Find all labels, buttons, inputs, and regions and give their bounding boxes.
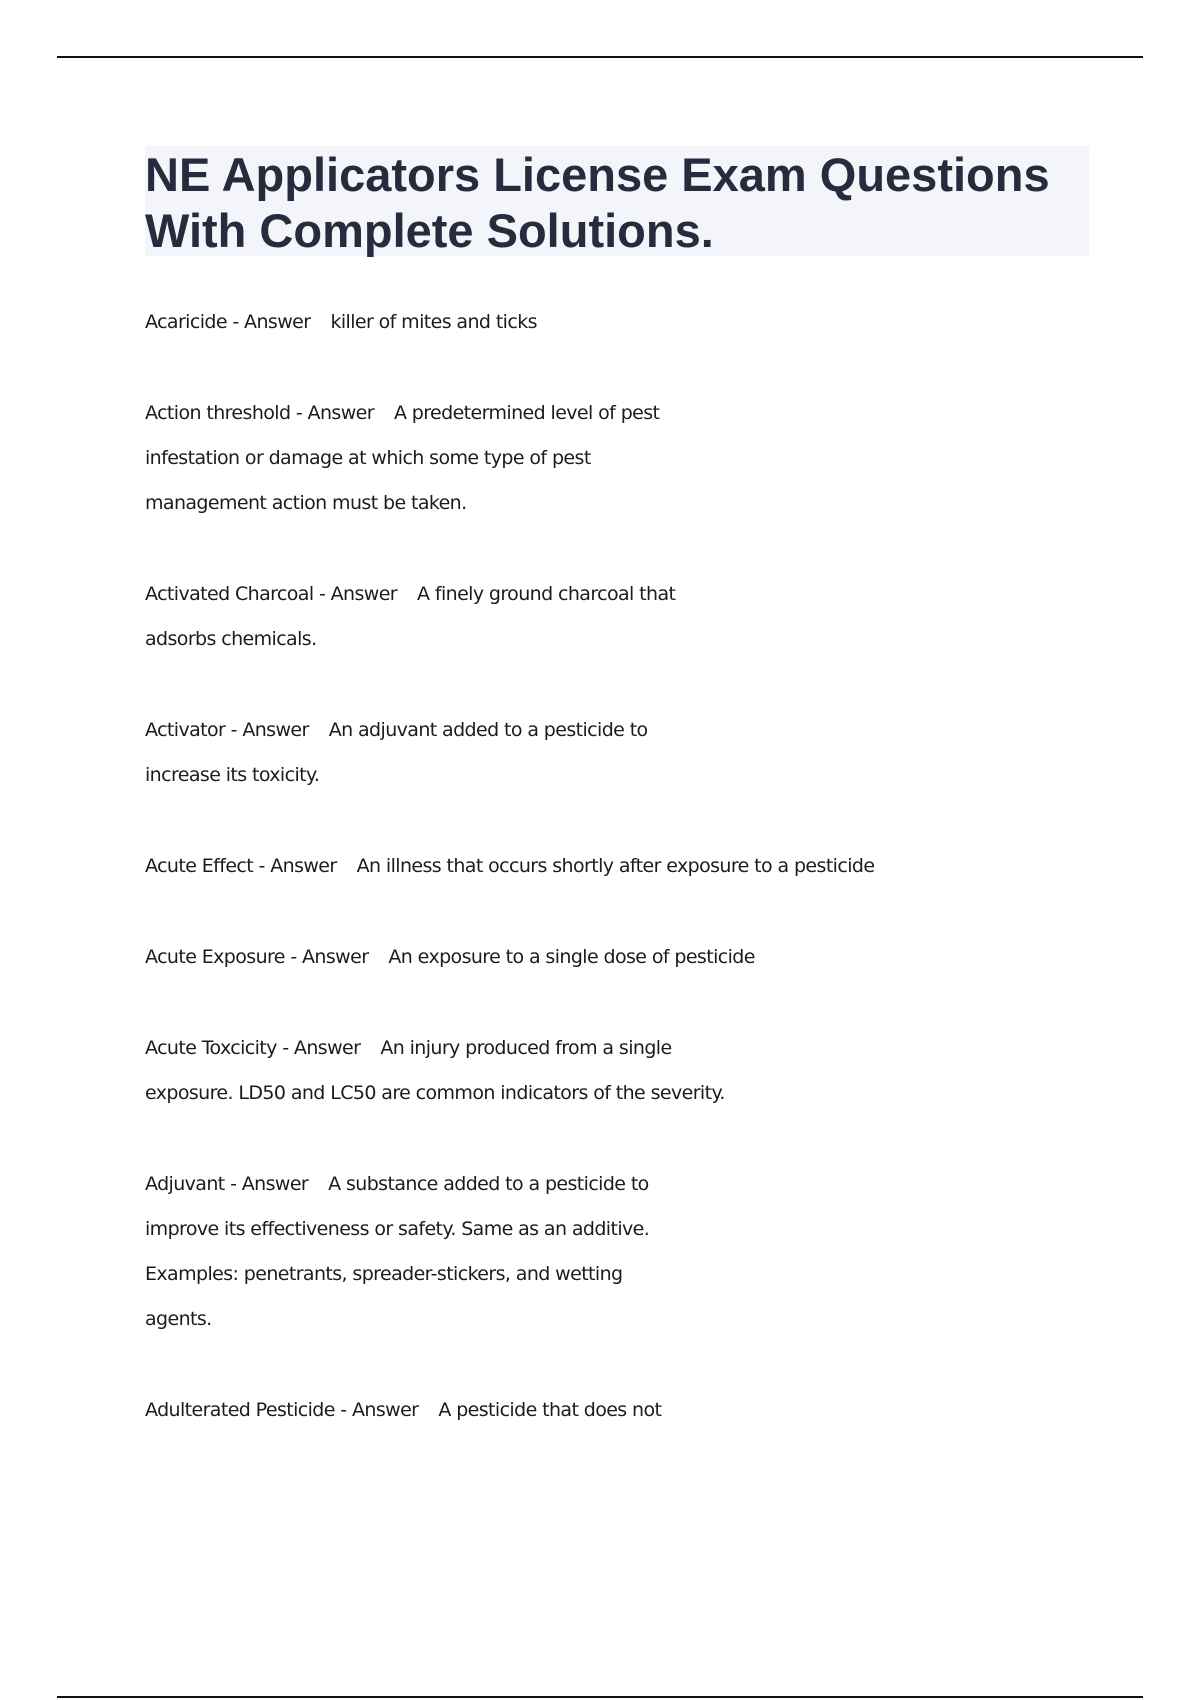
- qa-entry-activator: [145, 708, 1045, 798]
- entry-first-line: [145, 1026, 1045, 1071]
- entry-answer: An exposure to a single dose of pesticide: [388, 946, 755, 968]
- title-line-1: NE Applicators License Exam Questions: [145, 148, 1050, 201]
- bottom-rule: [57, 1696, 1143, 1698]
- entry-first-line: [145, 300, 1045, 345]
- entry-answer: A pesticide that does not: [438, 1399, 662, 1421]
- entry-answer-continued: Examples: penetrants, spreader-stickers, and wetting: [145, 1263, 623, 1285]
- entry-answer: A finely ground charcoal that: [417, 583, 676, 605]
- entry-answer-continued: adsorbs chemicals.: [145, 628, 317, 650]
- qa-entry-acute-toxicity: [145, 1026, 1045, 1116]
- entry-answer: A predetermined level of pest: [393, 402, 660, 424]
- entry-first-line: [145, 1162, 1045, 1207]
- entry-first-line: [145, 391, 1045, 436]
- qa-entry-acute-exposure: [145, 935, 1045, 980]
- qa-entry-acute-effect: [145, 844, 1045, 889]
- entry-term: Activator - Answer: [145, 719, 309, 741]
- qa-entry-adjuvant: [145, 1162, 1045, 1342]
- entry-answer: An injury produced from a single: [380, 1037, 672, 1059]
- title-line-2: With Complete Solutions.: [145, 204, 714, 257]
- entry-term: Acaricide - Answer: [145, 311, 311, 333]
- entry-term: Adjuvant - Answer: [145, 1173, 309, 1195]
- entry-term: Acute Toxcicity - Answer: [145, 1037, 361, 1059]
- qa-entry-adulterated-pesticide: [145, 1388, 1045, 1433]
- entry-first-line: [145, 935, 1045, 980]
- qa-list: [145, 300, 1045, 1479]
- entry-answer-continued: agents.: [145, 1308, 212, 1330]
- qa-entry-action-threshold: [145, 391, 1045, 526]
- entry-answer: An illness that occurs shortly after exposure to a pesticide: [356, 855, 875, 877]
- entry-answer: A substance added to a pesticide to: [328, 1173, 649, 1195]
- entry-term: Activated Charcoal - Answer: [145, 583, 398, 605]
- entry-first-line: [145, 708, 1045, 753]
- entry-first-line: [145, 572, 1045, 617]
- entry-term: Adulterated Pesticide - Answer: [145, 1399, 419, 1421]
- entry-answer-continued: improve its effectiveness or safety. Same as an additive.: [145, 1218, 650, 1240]
- qa-entry-acaricide: [145, 300, 1045, 345]
- top-rule: [57, 56, 1143, 58]
- entry-answer-continued: management action must be taken.: [145, 492, 467, 514]
- entry-term: Acute Effect - Answer: [145, 855, 337, 877]
- entry-term: Action threshold - Answer: [145, 402, 374, 424]
- entry-answer-continued: exposure. LD50 and LC50 are common indicators of the severity.: [145, 1082, 725, 1104]
- qa-entry-activated-charcoal: [145, 572, 1045, 662]
- entry-first-line: [145, 844, 1045, 889]
- entry-answer-continued: infestation or damage at which some type of pest: [145, 447, 591, 469]
- title-block: [145, 146, 1089, 256]
- entry-term: Acute Exposure - Answer: [145, 946, 369, 968]
- entry-answer: An adjuvant added to a pesticide to: [328, 719, 648, 741]
- document-title: [145, 147, 1089, 259]
- entry-answer-continued: increase its toxicity.: [145, 764, 320, 786]
- entry-first-line: [145, 1388, 1045, 1433]
- entry-answer: killer of mites and ticks: [330, 311, 537, 333]
